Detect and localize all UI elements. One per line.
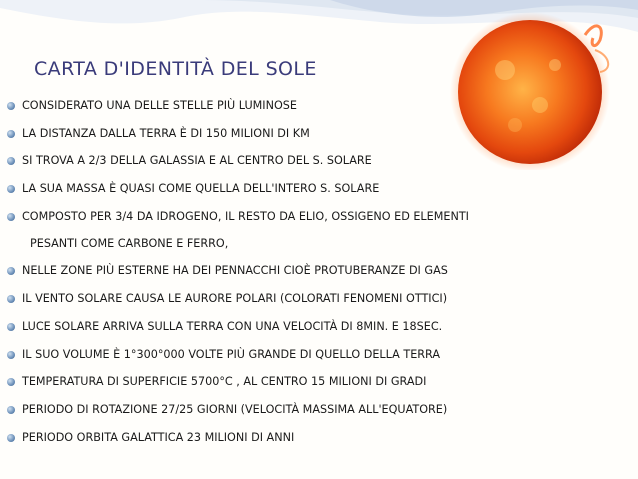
list-item-text: PERIODO DI ROTAZIONE 27/25 GIORNI (VELOCITÀ MASSIMA ALL'EQUATORE)	[22, 402, 448, 416]
list-item	[6, 431, 606, 445]
list-item-text: PERIODO ORBITA GALATTICA 23 MILIONI DI ANNI	[22, 430, 295, 444]
bullet-dot-icon	[7, 295, 15, 303]
list-item-text: LUCE SOLARE ARRIVA SULLA TERRA CON UNA VELOCITÀ DI 8MIN. E 18SEC.	[22, 319, 443, 333]
list-item	[6, 348, 606, 362]
list-item	[6, 127, 606, 141]
list-item-text: IL SUO VOLUME È 1°300°000 VOLTE PIÙ GRANDE DI QUELLO DELLA TERRA	[22, 347, 441, 361]
bullet-dot-icon	[7, 213, 15, 221]
list-item	[6, 99, 606, 113]
bullet-dot-icon	[7, 434, 15, 442]
list-item	[6, 403, 606, 417]
list-item-text: CONSIDERATO UNA DELLE STELLE PIÙ LUMINOSE	[22, 99, 297, 112]
bullet-dot-icon	[7, 351, 15, 359]
bullet-dot-icon	[7, 378, 15, 386]
list-item-text: NELLE ZONE PIÙ ESTERNE HA DEI PENNACCHI CIOÈ PROTUBERANZE DI GAS	[22, 264, 448, 278]
bullet-dot-icon	[7, 157, 15, 165]
list-item-continuation: PESANTI COME CARBONE E FERRO,	[30, 236, 229, 250]
bullet-dot-icon	[7, 130, 15, 138]
list-item-text: COMPOSTO PER 3/4 DA IDROGENO, IL RESTO DA ELIO, OSSIGENO ED ELEMENTI	[22, 209, 469, 223]
list-item-text: LA SUA MASSA È QUASI COME QUELLA DELL'INTERO S. SOLARE	[22, 182, 380, 196]
list-item-text: TEMPERATURA DI SUPERFICIE 5700°C , AL CENTRO 15 MILIONI DI GRADI	[22, 375, 427, 389]
bullet-dot-icon	[7, 406, 15, 414]
list-item	[6, 154, 606, 168]
list-item	[6, 375, 606, 389]
list-item	[6, 182, 606, 196]
bullet-dot-icon	[7, 323, 15, 331]
list-item	[6, 292, 606, 306]
bullet-list	[6, 99, 606, 458]
bullet-dot-icon	[7, 185, 15, 193]
page-title: CARTA D'IDENTITÀ DEL SOLE	[34, 58, 317, 80]
list-item-text: SI TROVA A 2/3 DELLA GALASSIA E AL CENTRO DEL S. SOLARE	[22, 154, 372, 168]
list-item-text: LA DISTANZA DALLA TERRA È DI 150 MILIONI DI KM	[22, 126, 310, 140]
list-item	[6, 264, 606, 278]
list-item-text: IL VENTO SOLARE CAUSA LE AURORE POLARI (COLORATI FENOMENI OTTICI)	[22, 292, 448, 306]
bullet-dot-icon	[7, 267, 15, 275]
list-item	[6, 320, 606, 334]
list-item	[6, 210, 606, 251]
bullet-dot-icon	[7, 102, 15, 110]
